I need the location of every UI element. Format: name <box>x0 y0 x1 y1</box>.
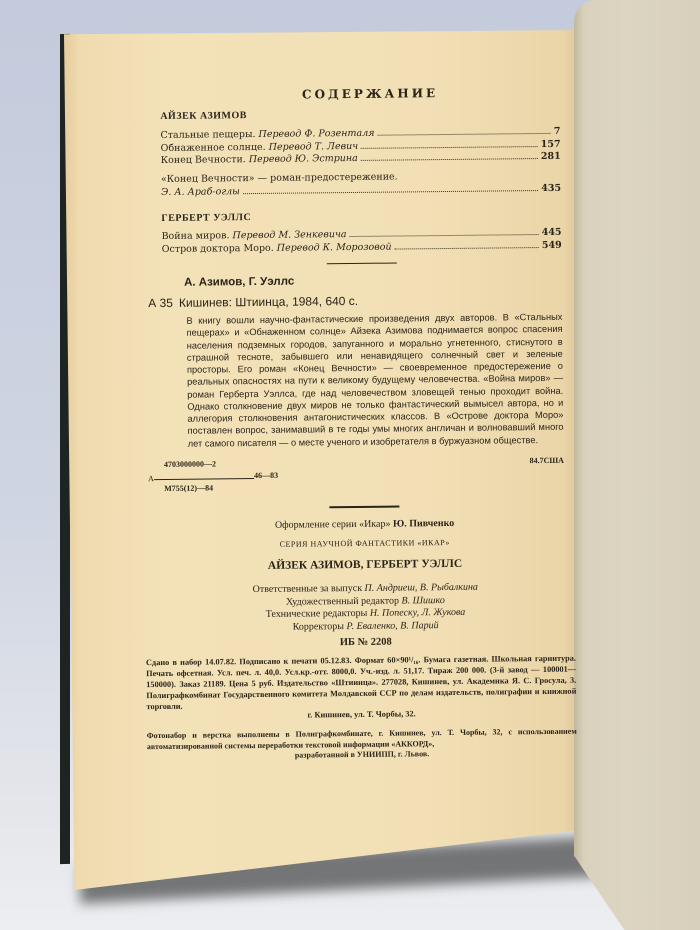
code-suffix: 46—83 <box>254 470 279 481</box>
code-denominator: М755(12)—84 <box>164 483 214 493</box>
code-udk: 84.7США <box>529 455 564 466</box>
divider <box>327 262 397 264</box>
credits <box>165 581 566 635</box>
credit-names: Р. Еваленко, В. Парий <box>346 619 439 632</box>
credit-role: Ответственные за выпуск <box>252 583 363 596</box>
imprint-address: г. Кишинев, ул. Т. Чорбы, 32. <box>307 709 416 720</box>
leader-dots <box>361 146 538 149</box>
phototype-note <box>147 727 577 763</box>
ib-number: ИБ № 2208 <box>339 636 392 649</box>
toc-entry-translator: Перевод Ю. Эстрина <box>248 153 358 166</box>
credit-names: П. Андриеш, В. Рыбалкина <box>364 582 478 595</box>
toc-entry-title: Война миров. <box>161 230 230 243</box>
leader-dots <box>395 247 539 250</box>
toc-entry-page: 435 <box>541 182 562 194</box>
fraction-line <box>154 478 254 480</box>
divider <box>329 506 399 508</box>
catalog-card <box>148 272 564 500</box>
toc-entry-page: 7 <box>553 125 561 137</box>
leader-dots <box>350 234 539 237</box>
imprint <box>146 654 577 723</box>
toc-entry-translator: Перевод Ф. Розенталя <box>258 127 375 140</box>
credit-role: Корректоры <box>292 620 345 633</box>
catalog-publication <box>148 291 562 312</box>
credit-names: В. Шишко <box>401 594 445 607</box>
toc-author-heading: АЙЗЕК АЗИМОВ <box>160 110 247 123</box>
toc-title: СОДЕРЖАНИЕ <box>301 86 439 102</box>
phototype-text: Фотонабор и верстка выполнены в Полиграфкомбинате, г. Кишинев, ул. Т. Чорбы, 32, с использованием автоматизированной системы переработки текстовой информации «АККОРД», <box>146 726 577 751</box>
toc-entry-page: 445 <box>541 227 562 239</box>
credit-role: Технические редакторы <box>265 608 368 621</box>
toc-entry-title: Стальные пещеры. <box>160 128 256 141</box>
colophon <box>145 515 577 762</box>
toc-section-wells <box>161 208 561 257</box>
facing-page <box>574 0 700 930</box>
toc-entry-title: Остров доктора Моро. <box>161 242 274 256</box>
catalog-abstract: В книгу вошли научно-фантастические произведения двух авторов. В «Стальных пещерах» и «Обнаженном солнце» Айзека Азимова поднимается вопрос спасения населения подземных городов, запуганного и морально угнетенного, стиснутого в страшной тесноте, забывшего или ненавидящего солнечный свет и зеленые просторы. Его роман «Конец Вечности» — своевременное предостережение о реальных опасностях на пути к великому будущему человечества. «Война миров» — роман Герберта Уэллса, где над человечеством зловещей тенью проходит война. Однако столкновение двух миров не только фантастический вымысел автора, но и аллегория столкновения антагонистических классов. В «Острове доктора Моро» поставлен вопрос, занимавший в те годы умы многих англичан и волновавший много лет самого писателя — о месте ученого и изобретателя в буржуазном обществе. <box>186 311 564 449</box>
catalog-index: А 35 <box>148 295 174 311</box>
colophon-authors: АЙЗЕК АЗИМОВ, ГЕРБЕРТ УЭЛЛС <box>267 557 463 572</box>
imprint-text: Сдано в набор 14.07.82. Подписано к печати 05.12.83. Формат 60×90¹/₁₆. Бумага газетная. Школьная гарнитура. Печать офсетная. Усл. печ. л. 40,0. Усл.кр.-отт. 8000,0. Уч.-изд. л. 51,17. Тираж 200 000. (3-й завод — 100001—150000). Заказ 21189. Цена 5 руб. Издательство «Штиинца». 277028, Кишинев, ул. Академика Я. С. Гросула, 3. Полиграфкомбинат Государственного комитета Молдавской ССР по делам издательств, полиграфии и книжной торговли. <box>145 654 577 711</box>
toc-entry-translator: Перевод Т. Левич <box>268 140 359 153</box>
code-numerator: 4703000000—2 <box>163 459 216 469</box>
leader-dots <box>378 133 551 136</box>
toc-entry-page: 281 <box>540 151 561 163</box>
catalog-authors: А. Азимов, Г. Уэллс <box>183 275 295 290</box>
toc-essay-author: Э. А. Араб-оглы <box>161 186 240 198</box>
design-label: Оформление серии «Икар» <box>274 518 391 531</box>
toc-entry-title: Обнаженное солнце. <box>160 141 266 154</box>
toc-entry-translator: Перевод К. Морозовой <box>276 241 392 254</box>
series-name: СЕРИЯ НАУЧНОЙ ФАНТАСТИКИ «ИКАР» <box>279 537 450 549</box>
catalog-publisher: Кишинев: Штиинца, 1984, 640 с. <box>178 293 359 310</box>
credit-role: Художественный редактор <box>285 595 399 608</box>
toc-entry-translator: Перевод М. Зенкевича <box>232 229 347 242</box>
toc-section-asimov <box>160 106 561 200</box>
phototype-last: разработанной в УНИИПП, г. Львов. <box>294 749 430 760</box>
leader-dots <box>243 190 538 194</box>
design-name: Ю. Пивченко <box>392 517 455 530</box>
toc-entry-title: Конец Вечности. <box>160 154 246 167</box>
leader-dots <box>361 158 538 161</box>
toc-entry-page: 157 <box>540 138 561 150</box>
series-design <box>165 515 565 533</box>
code-letter: А <box>148 474 154 484</box>
page-content <box>145 84 577 762</box>
toc-author-heading: ГЕРБЕРТ УЭЛЛС <box>161 211 252 224</box>
credit-names: Н. Попеску, Л. Жукова <box>369 607 466 620</box>
toc-entry-page: 549 <box>541 239 562 252</box>
bibliographic-codes <box>148 455 564 500</box>
toc-essay-title: «Конец Вечности» — роман-предостережение. <box>160 171 398 186</box>
